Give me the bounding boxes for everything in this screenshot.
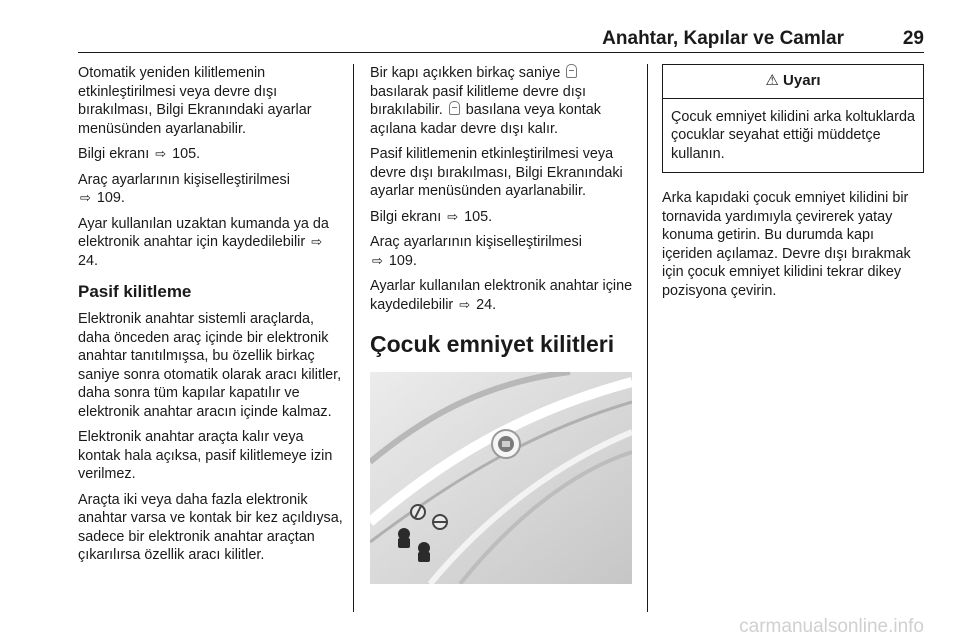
warning-title: Uyarı — [783, 72, 821, 89]
paragraph: Ayarlar kullanılan elektronik anahtar içine kaydedilebilir ⇨ 24. — [370, 278, 633, 313]
paragraph: Elektronik anahtar sistemli araçlarda, daha önceden araç içinde bir elektronik anahtar tanıtılmışsa, bu özellik birkaç saniye sonra otomatik olarak aracı kilitler, daha sonra tüm kapılar kapatılır ve elektronik anahtar aracın içinde kalmaz. — [78, 311, 342, 420]
paragraph: Araç ayarlarının kişiselleştirilmesi ⇨ 109. — [370, 234, 582, 269]
section-heading: Pasif kilitleme — [78, 282, 192, 301]
column-2 — [370, 64, 638, 584]
paragraph: Araç ayarlarının kişiselleştirilmesi ⇨ 109. — [78, 171, 290, 206]
paragraph: Otomatik yeniden kilitlemenin etkinleştirilmesi veya devre dışı bırakılması, Bilgi Ekranındaki ayarlar menüsünden ayarlanabilir. — [78, 65, 312, 137]
paragraph: Elektronik anahtar araçta kalır veya kontak hala açıksa, pasif kilitlemeye izin verilmez. — [78, 429, 333, 482]
cross-reference-arrow-icon: ⇨ — [155, 146, 167, 161]
cross-reference-arrow-icon: ⇨ — [311, 234, 323, 249]
warning-triangle-icon: ⚠ — [765, 72, 779, 89]
child-lock-photo — [370, 372, 632, 584]
page-reference: 24. — [476, 296, 497, 313]
paragraph: Arka kapıdaki çocuk emniyet kilidini bir tornavida yardımıyla çevirerek yatay konuma getirin. Bu durumda kapı içeriden açılamaz. Devre dışı bırakmak için çocuk emniyet kilidini tekrar dikey pozisyona çevirin. — [662, 190, 911, 299]
warning-header — [663, 65, 923, 99]
warning-box — [662, 64, 924, 173]
cross-reference-arrow-icon: ⇨ — [80, 190, 91, 205]
key-button-icon — [449, 101, 460, 115]
cross-reference-arrow-icon: ⇨ — [372, 252, 383, 268]
paragraph: Pasif kilitlemenin etkinleştirilmesi veya devre dışı bırakılması, Bilgi Ekranındaki ayarlar menüsünden ayarlanabilir. — [370, 146, 623, 199]
key-button-icon — [566, 64, 577, 78]
paragraph: Ayar kullanılan uzaktan kumanda ya da elektronik anahtar için kaydedilebilir ⇨ 24. — [78, 215, 329, 269]
warning-text: Çocuk emniyet kilidini arka koltuklarda çocuklar seyahat ettiği müddetçe kullanın. — [671, 108, 915, 162]
paragraph: Bir kapı açıkken birkaç saniye basılarak pasif kilitleme devre dışı bırakılabilir. basılana veya kontak açılana kadar devre dışı kalır. — [370, 65, 601, 137]
section-heading: Çocuk emniyet kilitleri — [370, 331, 615, 357]
page-reference: 109. — [96, 190, 125, 206]
page-reference: 105. — [464, 208, 493, 225]
page-reference: 105. — [172, 146, 201, 162]
paragraph: Bilgi ekranı ⇨ 105. — [370, 208, 493, 225]
cross-reference-arrow-icon: ⇨ — [447, 208, 459, 224]
watermark: carmanualsonline.info — [739, 616, 924, 637]
header-rule — [78, 52, 924, 53]
cross-reference-arrow-icon: ⇨ — [459, 296, 471, 312]
paragraph: Araçta iki veya daha fazla elektronik anahtar varsa ve kontak bir kez açıldıysa, sadece bir elektronik anahtar araçtan çıkarılırsa özellik aracı kilitler. — [78, 491, 343, 563]
page-reference: 109. — [388, 252, 417, 269]
page-number: 29 — [902, 28, 924, 49]
column-3 — [662, 64, 928, 307]
column-1 — [78, 64, 348, 572]
paragraph: Bilgi ekranı ⇨ 105. — [78, 146, 201, 162]
column-divider-2 — [647, 64, 648, 612]
page-reference: 24. — [78, 252, 99, 269]
page-header — [78, 28, 924, 50]
page-title: Anahtar, Kapılar ve Camlar — [602, 28, 844, 49]
column-divider-1 — [353, 64, 354, 612]
